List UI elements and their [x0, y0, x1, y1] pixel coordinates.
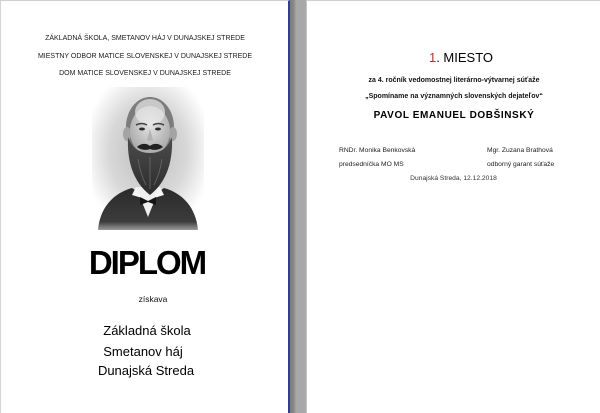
header-line-local-branch: MIESTNY ODBOR MATICE SLOVENSKEJ V DUNAJSKEJ STREDE: [37, 52, 253, 60]
place-label: . MIESTO: [436, 50, 494, 65]
diploma-title: DIPLOM: [88, 244, 206, 281]
place-and-date: Dunajská Streda, 12.12.2018: [410, 174, 497, 182]
honoree-name: PAVOL EMANUEL DOBŠINSKÝ: [373, 109, 535, 121]
header-line-house: DOM MATICE SLOVENSKEJ V DUNAJSKEJ STREDE: [59, 69, 231, 77]
diploma-front-page: [0, 0, 290, 413]
diploma-inner-page: [306, 0, 600, 413]
competition-line: za 4. ročník vedomostnej literárno-výtvarnej súťaže: [368, 76, 540, 84]
place-number: 1: [428, 50, 437, 65]
competition-name: „Spomíname na významných slovenských dejateľov“: [365, 92, 543, 100]
signatory-2-role: odborný garant súťaže: [487, 160, 555, 168]
portrait-eye-right: [155, 128, 161, 131]
recipient-line-1: Základná škola: [103, 323, 191, 338]
signatory-1-name: RNDr. Monika Benkovská: [339, 146, 416, 154]
portrait-forehead: [135, 99, 165, 125]
header-line-school: ZÁKLADNÁ ŠKOLA, SMETANOV HÁJ V DUNAJSKEJ STREDE: [45, 34, 245, 42]
portrait-ear-right: [169, 127, 177, 141]
portrait-eye-left: [139, 128, 145, 131]
awarded-label: získava: [138, 294, 168, 304]
signatory-2-name: Mgr. Zuzana Brathová: [487, 146, 553, 154]
recipient-line-2: Smetanov háj: [103, 344, 183, 359]
place-heading: [411, 50, 511, 66]
page-gutter: [290, 0, 306, 413]
portrait-ear-left: [123, 127, 131, 141]
portrait-photo: [92, 87, 204, 230]
signatory-1-role: predsedníčka MO MS: [339, 160, 404, 168]
recipient-line-3: Dunajská Streda: [97, 363, 195, 378]
